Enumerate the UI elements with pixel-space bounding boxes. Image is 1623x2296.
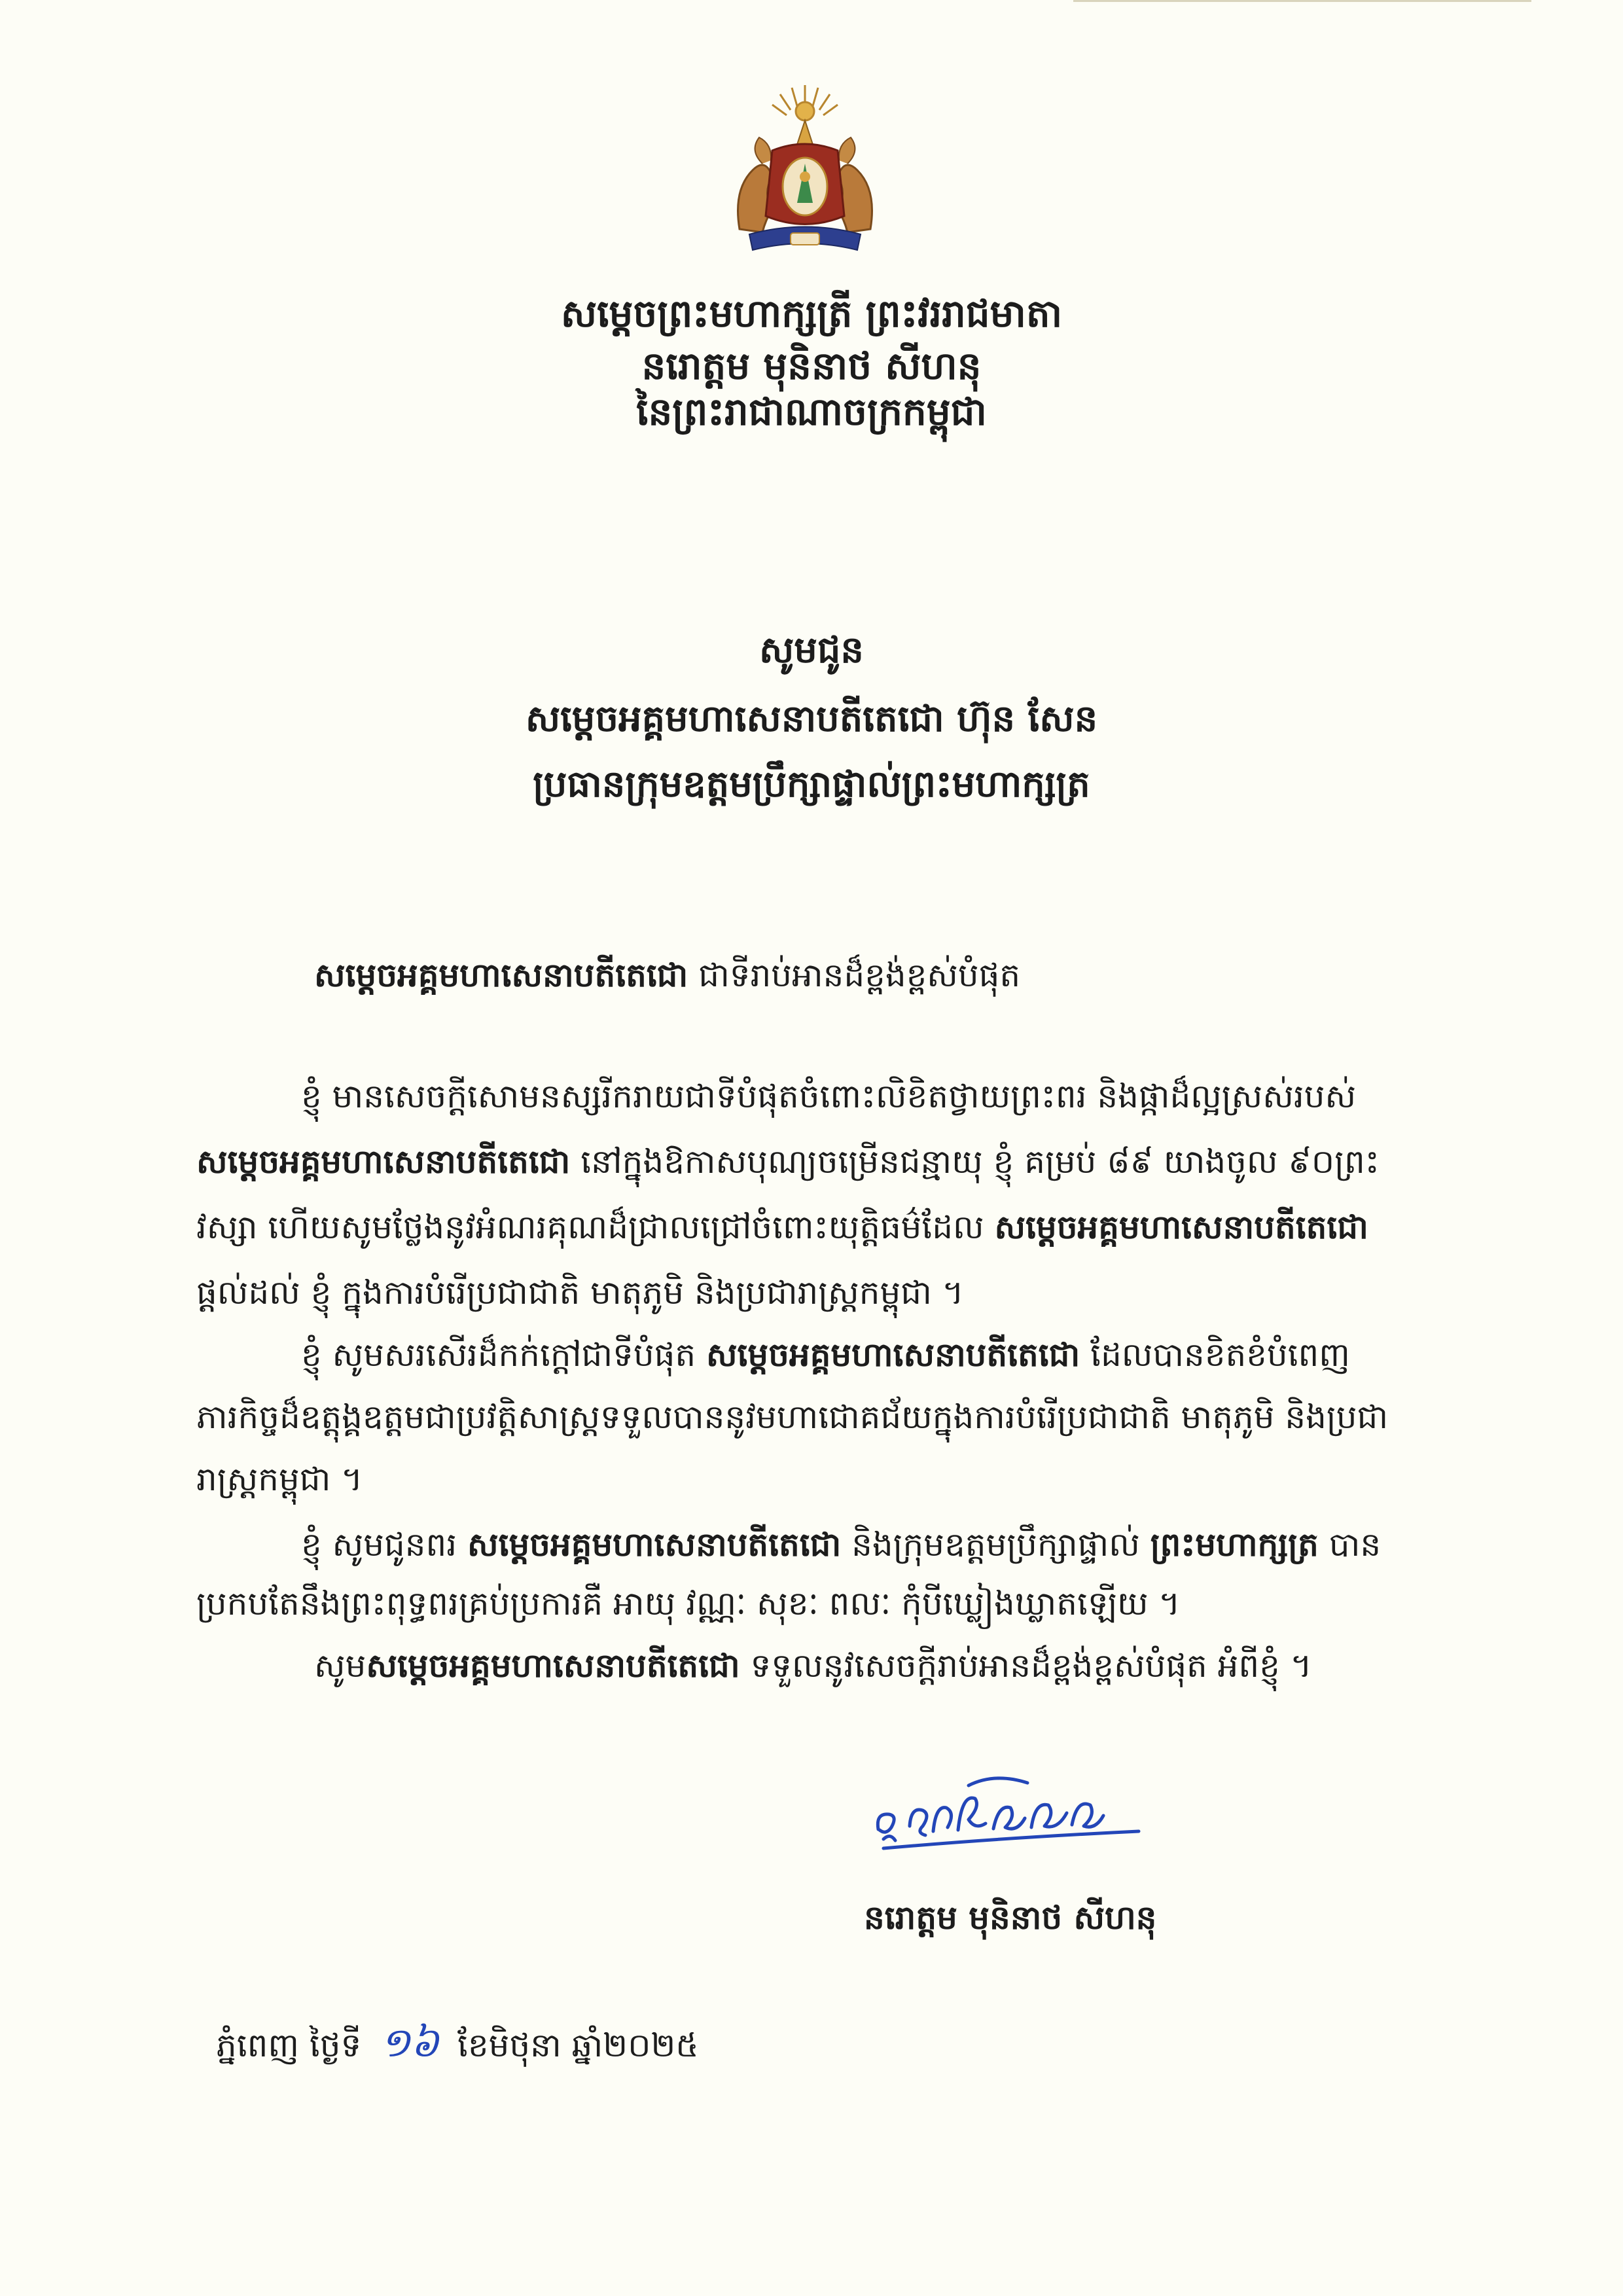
paragraph2-line3: រាស្ត្រកម្ពុជា ។ bbox=[196, 1460, 363, 1498]
paragraph3-line1 bbox=[301, 1526, 1531, 1564]
paragraph1-line3 bbox=[196, 1208, 1427, 1246]
recipient-title: ប្រធានក្រុមឧត្តមប្រឹក្សាផ្ទាល់ព្រះមហាក្សត្រ bbox=[533, 762, 1090, 806]
recipient-salutation: សូមជូន bbox=[759, 628, 864, 672]
p4-rest: ទទួលនូវសេចក្តីរាប់អានដ៏ខ្ពង់ខ្ពស់បំផុត អំពីខ្ញុំ ។ bbox=[740, 1647, 1312, 1685]
p3-line1-mid: និងក្រុមឧត្តមប្រឹក្សាផ្ទាល់ bbox=[841, 1526, 1150, 1564]
p1-line3-text: វស្សា ហើយសូមថ្លែងនូវអំណរគុណដ៏ជ្រាលជ្រៅចំពោះយុត្តិធម៌ដែល bbox=[196, 1208, 995, 1246]
paragraph1-line2 bbox=[196, 1143, 1427, 1181]
p3-line1-rest: បាន bbox=[1318, 1526, 1382, 1564]
p2-line1-text: ខ្ញុំ សូមសរសើរដ៏កក់ក្តៅជាទីបំផុត bbox=[301, 1336, 706, 1374]
p3-bold-king: ព្រះមហាក្សត្រ bbox=[1150, 1526, 1319, 1564]
greeting-recipient-title: សម្តេចអគ្គមហាសេនាបតីតេជោ bbox=[314, 956, 688, 994]
p1-line2-text: នៅក្នុងឱកាសបុណ្យចម្រើនជន្មាយុ ខ្ញុំ គម្រប់ ៨៩ យាងចូល ៩០ព្រះ bbox=[570, 1143, 1380, 1181]
date-month-year: ខែមិថុនា ឆ្នាំ២០២៥ bbox=[457, 2026, 699, 2064]
p2-line1-rest: ដែលបានខិតខំបំពេញ bbox=[1080, 1336, 1350, 1374]
top-edge-line bbox=[1073, 0, 1531, 2]
sender-name-line2: នរោត្តម មុនិនាថ សីហនុ bbox=[641, 344, 982, 388]
p4-bold-title: សម្តេចអគ្គមហាសេនាបតីតេជោ bbox=[366, 1647, 740, 1685]
letter-greeting bbox=[314, 956, 1544, 994]
sender-title-line1: សម្តេចព្រះមហាក្សត្រី ព្រះវររាជមាតា bbox=[560, 291, 1063, 336]
date-day-handwritten: ១៦ bbox=[380, 2018, 440, 2066]
p3-bold-title: សម្តេចអគ្គមហាសេនាបតីតេជោ bbox=[467, 1526, 842, 1564]
date-place-prefix: ភ្នំពេញ ថ្ងៃទី bbox=[216, 2026, 362, 2064]
p4-text: សូម bbox=[314, 1647, 366, 1685]
date-line bbox=[216, 2018, 699, 2066]
handwritten-signature bbox=[870, 1767, 1145, 1852]
recipient-name: សម្តេចអគ្គមហាសេនាបតីតេជោ ហ៊ុន សែន bbox=[525, 697, 1098, 740]
p1-line3-bold-title: សម្តេចអគ្គមហាសេនាបតីតេជោ bbox=[994, 1208, 1368, 1246]
signatory-name: នរោត្តម មុនិនាថ សីហនុ bbox=[864, 1898, 1157, 1937]
greeting-text: ជាទីរាប់អានដ៏ខ្ពង់ខ្ពស់បំផុត bbox=[688, 956, 1021, 994]
paragraph1-line4: ផ្តល់ដល់ ខ្ញុំ ក្នុងការបំរើប្រជាជាតិ មាតុភូមិ និងប្រជារាស្ត្រកម្ពុជា ។ bbox=[196, 1274, 964, 1312]
paragraph2-line2: ភារកិច្ចដ៏ឧត្តុង្គឧត្តមជាប្រវត្តិសាស្ត្រទទួលបាននូវមហាជោគជ័យក្នុងការបំរើប្រជាជាតិ មាតុភូមិ និងប្រជា bbox=[196, 1398, 1389, 1436]
paragraph2-line1 bbox=[301, 1336, 1531, 1374]
p2-bold-title: សម្តេចអគ្គមហាសេនាបតីតេជោ bbox=[705, 1336, 1080, 1374]
sender-kingdom-line3: នៃព្រះរាជាណាចក្រកម្ពុជា bbox=[636, 389, 987, 434]
royal-arms-emblem-icon bbox=[726, 79, 883, 255]
paragraph3-line2: ប្រកបតែនឹងព្រះពុទ្ធពរគ្រប់ប្រការគឺ អាយុ វណ្ណៈ សុខៈ ពលៈ កុំបីឃ្លៀងឃ្លាតឡើយ ។ bbox=[196, 1585, 1181, 1623]
paragraph1-line1: ខ្ញុំ មានសេចក្តីសោមនស្សរីករាយជាទីបំផុតចំពោះលិខិតថ្វាយព្រះពរ និងផ្កាដ៏ល្អស្រស់របស់ bbox=[301, 1077, 1357, 1115]
p3-line1-text: ខ្ញុំ សូមជូនពរ bbox=[301, 1526, 467, 1564]
p1-bold-title: សម្តេចអគ្គមហាសេនាបតីតេជោ bbox=[196, 1143, 571, 1181]
paragraph4-line1 bbox=[314, 1647, 1544, 1685]
